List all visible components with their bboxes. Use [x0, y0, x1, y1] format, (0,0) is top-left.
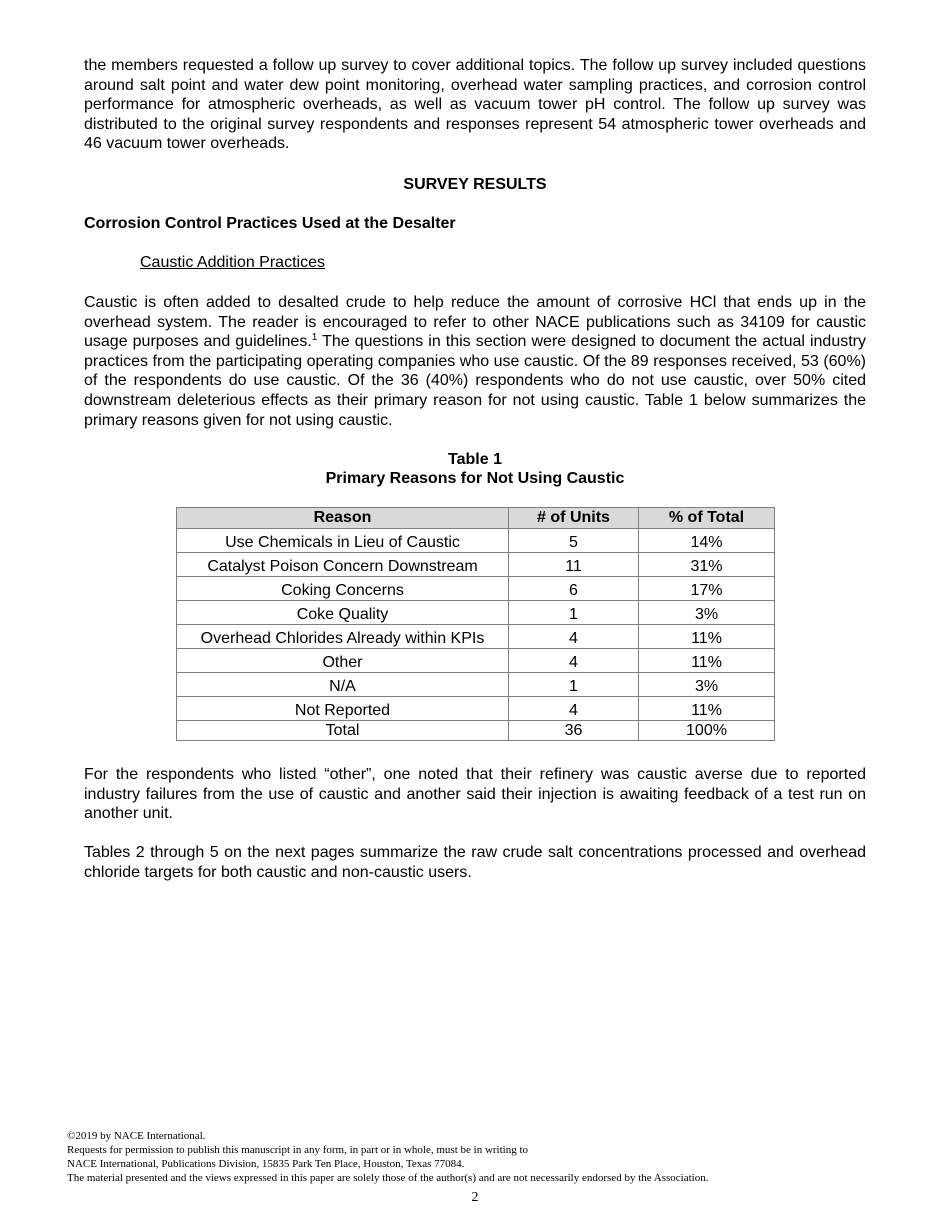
section-heading: Corrosion Control Practices Used at the Desalter: [84, 215, 456, 232]
table-row: [177, 601, 775, 625]
footnote-reference: 1: [311, 332, 318, 344]
table-row: [177, 577, 775, 601]
table-row: [177, 697, 775, 721]
header-reason: Reason: [177, 508, 509, 529]
units-cell: 4: [509, 697, 639, 721]
reason-cell: Coke Quality: [177, 601, 509, 625]
other-paragraph: For the respondents who listed “other”, one noted that their refinery was caustic averse due to reported industry failures from the use of caustic and another said their injection is awaiting feedback of a test run on another unit.: [84, 766, 866, 823]
total-units-cell: 36: [509, 721, 639, 741]
units-cell: 4: [509, 649, 639, 673]
footer-copyright: ©2019 by NACE International.: [67, 1130, 206, 1142]
units-cell: 5: [509, 529, 639, 553]
table-title: Primary Reasons for Not Using Caustic: [325, 470, 625, 487]
caustic-paragraph: [84, 293, 866, 430]
percent-cell: 17%: [639, 577, 775, 601]
table-row: [177, 673, 775, 697]
reasons-table: [176, 507, 775, 741]
reason-cell: N/A: [177, 673, 509, 697]
table-header-row: [177, 508, 775, 529]
caustic-paragraph-part1: Caustic is often added to desalted crude to help reduce the amount of corrosive HCl that ends up in the overhead system. The reader is encouraged to refer to other NACE publications such as 34109 for caustic usage purposes and guidelines.: [84, 294, 866, 351]
percent-cell: 11%: [639, 649, 775, 673]
footer-permission: Requests for permission to publish this manuscript in any form, in part or in whole, must be in writing to: [67, 1144, 529, 1156]
units-cell: 6: [509, 577, 639, 601]
page-number: 2: [471, 1190, 479, 1205]
footer-address: NACE International, Publications Division, 15835 Park Ten Place, Houston, Texas 77084.: [67, 1158, 465, 1170]
subsection-heading: Caustic Addition Practices: [140, 254, 325, 271]
percent-cell: 3%: [639, 601, 775, 625]
percent-cell: 3%: [639, 673, 775, 697]
header-units: # of Units: [509, 508, 639, 529]
caustic-paragraph-part2: The questions in this section were designed to document the actual industry practices from the participating operating companies who use caustic. Of the 89 responses received, 53 (60%) of the respondents do use caustic. Of the 36 (40%) respondents who do not use caustic, over 50% cited downstream deleterious effects as their primary reason for not using caustic. Table 1 below summarizes the primary reasons given for not using caustic.: [84, 333, 867, 429]
footer-disclaimer: The material presented and the views expressed in this paper are solely those of the author(s) and are not necessarily endorsed by the Association.: [67, 1172, 709, 1184]
total-percent-cell: 100%: [639, 721, 775, 741]
reason-cell: Other: [177, 649, 509, 673]
reason-cell: Coking Concerns: [177, 577, 509, 601]
percent-cell: 14%: [639, 529, 775, 553]
table-row: [177, 649, 775, 673]
reason-cell: Overhead Chlorides Already within KPIs: [177, 625, 509, 649]
reason-cell: Catalyst Poison Concern Downstream: [177, 553, 509, 577]
reason-cell: Not Reported: [177, 697, 509, 721]
percent-cell: 11%: [639, 625, 775, 649]
tables-paragraph: Tables 2 through 5 on the next pages summarize the raw crude salt concentrations processed and overhead chloride targets for both caustic and non-caustic users.: [84, 844, 866, 881]
table-label: Table 1: [448, 451, 502, 468]
reason-cell: Use Chemicals in Lieu of Caustic: [177, 529, 509, 553]
table-row: [177, 625, 775, 649]
table-row: [177, 529, 775, 553]
footer: [67, 1129, 708, 1185]
table-total-row: [177, 721, 775, 741]
header-percent: % of Total: [639, 508, 775, 529]
percent-cell: 11%: [639, 697, 775, 721]
table-row: [177, 553, 775, 577]
units-cell: 11: [509, 553, 639, 577]
units-cell: 1: [509, 601, 639, 625]
units-cell: 4: [509, 625, 639, 649]
percent-cell: 31%: [639, 553, 775, 577]
units-cell: 1: [509, 673, 639, 697]
intro-paragraph: the members requested a follow up survey to cover additional topics. The follow up survey included questions around salt point and water dew point monitoring, overhead water sampling practices, and corrosion control performance for atmospheric overheads, as well as vacuum tower pH control. The follow up survey was distributed to the original survey respondents and responses represent 54 atmospheric tower overheads and 46 vacuum tower overheads.: [84, 57, 866, 153]
total-label-cell: Total: [177, 721, 509, 741]
survey-results-heading: SURVEY RESULTS: [403, 176, 547, 193]
